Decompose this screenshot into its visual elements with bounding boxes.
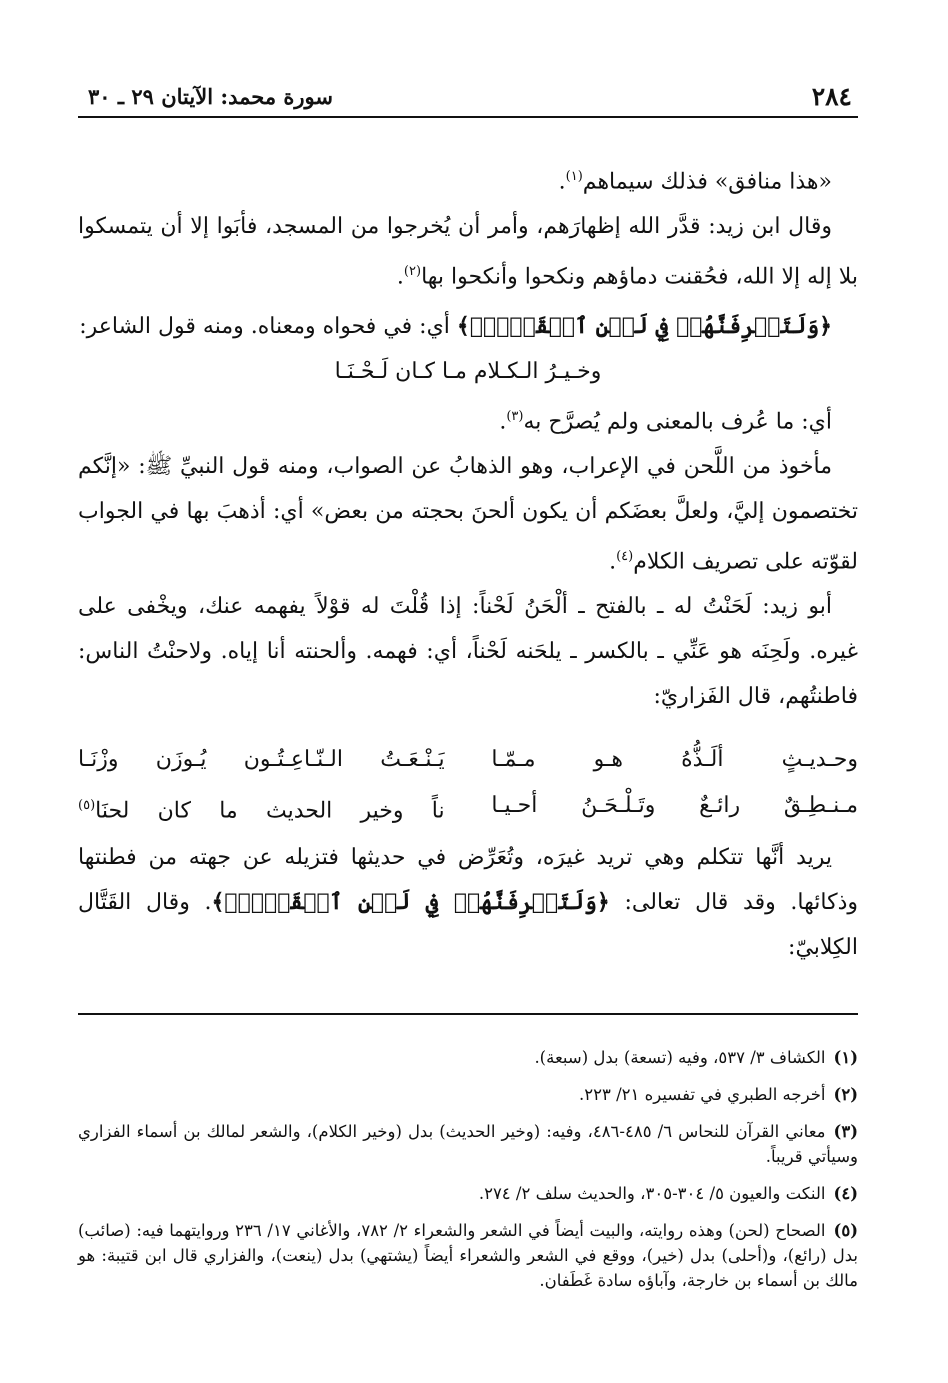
footnote-text: الصحاح (لحن) وهذه روايته، والبيت أيضاً في الشعر والشعراء ٢/ ٧٨٢، والأغاني ١٧/ ٢٣٦ وروايتهما فيه: (صائب) بدل (رائع)، و(أحلى) بدل (خير)، ووقع في الشعر والشعراء أيضاً (يشتهي) بدل (ينعت)، والفزاري قال ابن قتيبة: هو مالك بن أسماء بن خارجة، وآباؤه سادة غَطَفان. — [78, 1221, 858, 1290]
verse-2-left-hemistich: يَـنْـعَـتُ الـنّـاعِـتُـون يُـوزَن وزْنَـا — [78, 747, 445, 773]
footnote-mark: (٤) — [833, 1184, 858, 1203]
footnote-4 — [78, 1181, 858, 1206]
footnote-ref: (٢) — [403, 264, 422, 280]
footnote-ref: (٥) — [78, 798, 96, 814]
verse-3-left-hemistich — [78, 783, 445, 834]
running-title: سورة محمد: الآيتان ٢٩ ـ ٣٠ — [88, 84, 333, 109]
verse-2-right-hemistich: وحـديـثٍ ألَـذُّهُ هـو مـمّـا — [491, 747, 858, 773]
footnotes — [78, 1013, 858, 1305]
paragraph-4-text: أي: ما عُرف بالمعنى ولم يُصرَّح به — [523, 408, 832, 434]
paragraph-3 — [78, 304, 858, 349]
page-number: ٢٨٤ — [811, 82, 852, 111]
paragraph-7-text: يريد أنَّها تتكلم وهي تريد غيرَه، وتُعَرِّض في حديثها فتزيله عن جهته من فطنتها وذكائها. وقد قال تعالى: — [78, 844, 858, 915]
paragraph-1-text: «هذا منافق» فذلك سيماهم — [582, 169, 832, 195]
main-text — [78, 154, 858, 970]
paragraph-5: مأخوذ من اللَّحن في الإعراب، وهو الذهابُ عن الصواب، ومنه قول النبيِّ ﷺ: «إنَّكم تختصمون إليَّ، ولعلَّ بعضَكم أن يكون ألحنَ بحجته من بعض» أي: أذهبَ بها في الجواب لقوّته على تصريف الكلام$^{(٤)}$. — [78, 453, 858, 575]
footnote-ref: (٤) — [616, 548, 634, 564]
book-page — [78, 78, 858, 1358]
footnote-ref: (٣) — [506, 408, 524, 424]
poetry-verse-2 — [78, 737, 858, 783]
footnote-text: معاني القرآن للنحاس ٦/ ٤٨٥-٤٨٦، وفيه: (وخير الحديث) بدل (وخير الكلام)، والشعر لمالك بن أسماء الفزاري وسيأتي قريباً. — [78, 1122, 858, 1166]
paragraph-2: وقال ابن زيد: قدَّر الله إظهارَهم، وأمر أن يُخرجوا من المسجد، فأبَوا إلا أن يتمسكوا بلا إله إلا الله، فحُقنت دماؤهم ونكحوا وأنكحوا بها$^{(٢)}$. — [78, 214, 858, 290]
poetry-verse-1: وخـيـرُ الـكـلام مـا كـان لَـحْـنَـا — [334, 358, 602, 384]
page-header — [78, 78, 858, 118]
paragraph-2-text: وقال ابن زيد: قدَّر الله إظهارَهم، وأمر أن يُخرجوا من المسجد، فأبَوا إلا أن يتمسكوا بلا إله إلا الله، فحُقنت دماؤهم ونكحوا وأنكحوا بها — [78, 214, 858, 290]
verse-3-left-text: ناً وخير الحديث ما كان لحنَا — [95, 798, 445, 824]
footnote-mark: (٣) — [833, 1122, 858, 1141]
footnote-text: النكت والعيون ٥/ ٣٠٤-٣٠٥، والحديث سلف ٢/ ٢٧٤. — [478, 1184, 826, 1203]
paragraph-1: «هذا منافق» فذلك سيماهم$^{(١)}$. — [558, 169, 832, 195]
footnote-ref: (١) — [565, 169, 583, 184]
footnote-3 — [78, 1119, 858, 1169]
footnote-5 — [78, 1218, 858, 1293]
quran-quote: ﴿وَلَتَعۡرِفَنَّهُمۡ فِي لَحۡنِ ٱلۡقَوۡلِۚ﴾ — [211, 888, 610, 915]
verse-3-right-hemistich: مـنـطِـقٌ رائـعٌ وتَـلْـحَـنُ أحـيـا — [491, 793, 858, 819]
footnote-text: الكشاف ٣/ ٥٣٧، وفيه (تسعة) بدل (سبعة). — [534, 1048, 826, 1067]
footnote-mark: (٥) — [833, 1221, 858, 1240]
paragraph-3-text: أي: في فحواه ومعناه. ومنه قول الشاعر: — [79, 313, 450, 339]
footnote-1 — [78, 1045, 858, 1070]
footnote-text: أخرجه الطبري في تفسيره ٢١/ ٢٢٣. — [579, 1085, 826, 1104]
footnote-mark: (١) — [833, 1048, 858, 1067]
footnote-mark: (٢) — [833, 1085, 858, 1104]
footnote-2 — [78, 1082, 858, 1107]
paragraph-4: أي: ما عُرف بالمعنى ولم يُصرَّح به$^{(٣)}$. — [499, 408, 832, 434]
paragraph-7-end: . وقال القَتَّال الكِلابيّ: — [78, 889, 858, 960]
quran-quote: ﴿وَلَتَعۡرِفَنَّهُمۡ فِي لَحۡنِ ٱلۡقَوۡلِۚ﴾ — [456, 312, 832, 339]
paragraph-7 — [78, 835, 858, 970]
paragraph-6: أبو زيد: لَحَنْتُ له ـ بالفتح ـ ألْحَنُ لَحْناً: إذا قُلْتَ له قوْلاً يفهمه عنك، ويخْفى على غيره. ولَحِنَه هو عَنِّي ـ بالكسر ـ يلحَنه لَحْناً، أي: فهمه. وألحنته أنا إياه. ولاحنْتُ الناس: فاطنتُهم، قال الفَزاريّ: — [78, 594, 859, 710]
paragraph-5-text: مأخوذ من اللَّحن في الإعراب، وهو الذهابُ عن الصواب، ومنه قول النبيِّ ﷺ: «إنَّكم تختصمون إليَّ، ولعلَّ بعضَكم أن يكون ألحنَ بحجته من بعض» أي: أذهبَ بها في الجواب لقوّته على تصريف الكلام — [78, 453, 858, 575]
poetry-verse-3 — [78, 783, 858, 834]
